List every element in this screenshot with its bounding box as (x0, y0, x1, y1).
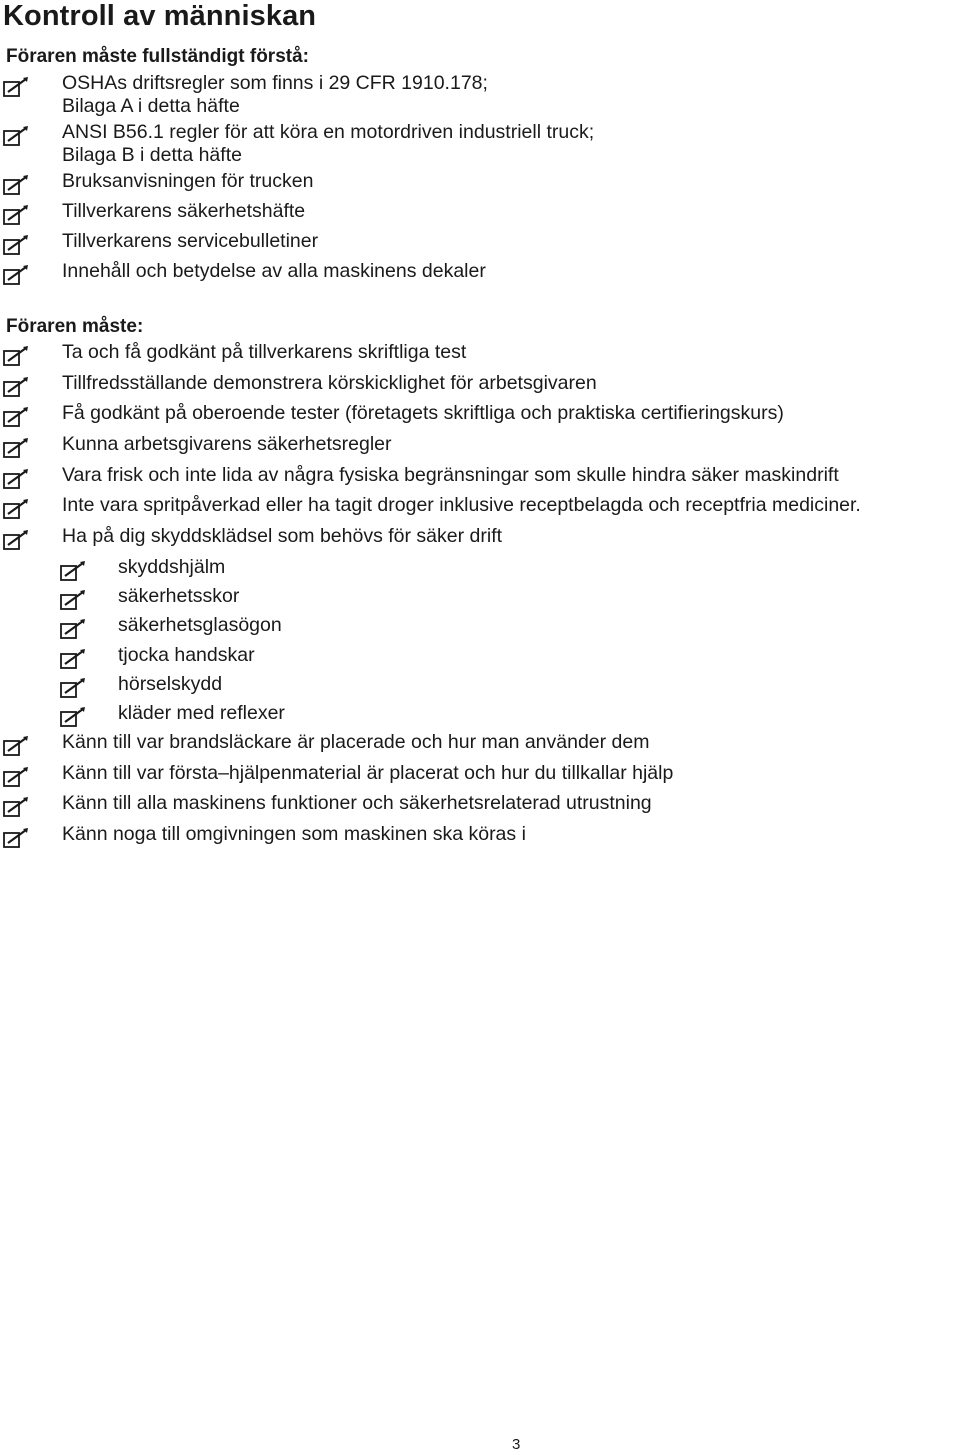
list-item (0, 230, 594, 253)
checked-box-icon (3, 529, 29, 551)
checked-box-icon (3, 376, 29, 398)
protective-gear-list (0, 556, 285, 731)
list-item-text: hörselskydd (118, 672, 223, 695)
checked-box-icon (60, 677, 86, 699)
sub-list-item (0, 585, 285, 608)
checked-box-icon (3, 345, 29, 367)
list-item-text: Vara frisk och inte lida av några fysiska begränsningar som skulle hindra säker maskindrift (62, 463, 839, 486)
checked-box-icon (3, 174, 29, 196)
list-item (0, 121, 594, 167)
list-item-text: skyddshjälm (118, 556, 226, 578)
list-item-text: Innehåll och betydelse av alla maskinens dekaler (62, 260, 486, 282)
checked-box-icon (3, 234, 29, 256)
list-item-text: Känn till var första–hjälpenmaterial är placerat och hur du tillkallar hjälp (62, 761, 674, 784)
checked-box-icon (60, 618, 86, 640)
checked-box-icon (60, 560, 86, 582)
list-item (0, 731, 673, 754)
checked-box-icon (3, 264, 29, 286)
sub-list-item (0, 556, 285, 579)
list-item-text: Tillfredsställande demonstrera körskicklighet för arbetsgivaren (62, 371, 597, 394)
list-item (0, 433, 861, 456)
checked-box-icon (3, 125, 29, 147)
list-item (0, 792, 673, 815)
list-item-text: tjocka handskar (118, 643, 255, 666)
checked-box-icon (3, 468, 29, 490)
checked-box-icon (60, 706, 86, 728)
page-title: Kontroll av människan (3, 0, 317, 32)
list-item (0, 464, 861, 487)
list-item (0, 762, 673, 785)
checked-box-icon (3, 498, 29, 520)
list-item (0, 170, 594, 193)
sub-list-item (0, 673, 285, 696)
list-item-text: Kunna arbetsgivarens säkerhetsregler (62, 433, 392, 456)
checked-box-icon (60, 589, 86, 611)
list-item (0, 823, 673, 846)
list-item (0, 494, 861, 517)
list-item-text: Känn till var brandsläckare är placerade och hur man använder dem (62, 731, 650, 753)
checked-box-icon (3, 437, 29, 459)
list-item (0, 525, 861, 548)
sub-list-item (0, 614, 285, 637)
section-heading-must: Föraren måste: (6, 316, 144, 337)
checked-box-icon (3, 827, 29, 849)
must-list (0, 341, 861, 556)
checked-box-icon (3, 406, 29, 428)
sub-list-item (0, 644, 285, 667)
list-item-text: Tillverkarens säkerhetshäfte (62, 200, 306, 222)
list-item (0, 372, 861, 395)
checked-box-icon (3, 796, 29, 818)
list-item-text: Känn noga till omgivningen som maskinen ska köras i (62, 822, 526, 845)
list-item-text: Bruksanvisningen för trucken (62, 170, 314, 192)
page-number: 3 (512, 1436, 521, 1453)
list-item-text: Ha på dig skyddsklädsel som behövs för säker drift (62, 525, 503, 548)
sub-list-item (0, 702, 285, 725)
list-item-text: Inte vara spritpåverkad eller ha tagit droger inklusive receptbelagda och receptfria mediciner. (62, 494, 861, 517)
list-item-text: OSHAs driftsregler som finns i 29 CFR 1910.178; Bilaga A i detta häfte (62, 72, 488, 117)
checked-box-icon (60, 648, 86, 670)
list-item (0, 402, 861, 425)
list-item-text: kläder med reflexer (118, 701, 285, 724)
list-item-text: säkerhetsskor (118, 585, 240, 608)
checked-box-icon (3, 766, 29, 788)
list-item-text: ANSI B56.1 regler för att köra en motordriven industriell truck; Bilaga B i detta häfte (62, 121, 595, 166)
list-item-text: Ta och få godkänt på tillverkarens skriftliga test (62, 341, 467, 363)
understand-list (0, 72, 594, 283)
list-item (0, 200, 594, 223)
list-item (0, 260, 594, 283)
must-know-list (0, 731, 673, 853)
list-item-text: Känn till alla maskinens funktioner och säkerhetsrelaterad utrustning (62, 792, 652, 814)
list-item (0, 341, 861, 364)
checked-box-icon (3, 204, 29, 226)
checked-box-icon (3, 735, 29, 757)
list-item-text: Tillverkarens servicebulletiner (62, 230, 319, 252)
section-heading-understand: Föraren måste fullständigt förstå: (6, 46, 309, 67)
list-item-text: Få godkänt på oberoende tester (företagets skriftliga och praktiska certifieringskurs) (62, 402, 784, 425)
list-item (0, 72, 594, 118)
list-item-text: säkerhetsglasögon (118, 614, 282, 637)
checked-box-icon (3, 76, 29, 98)
